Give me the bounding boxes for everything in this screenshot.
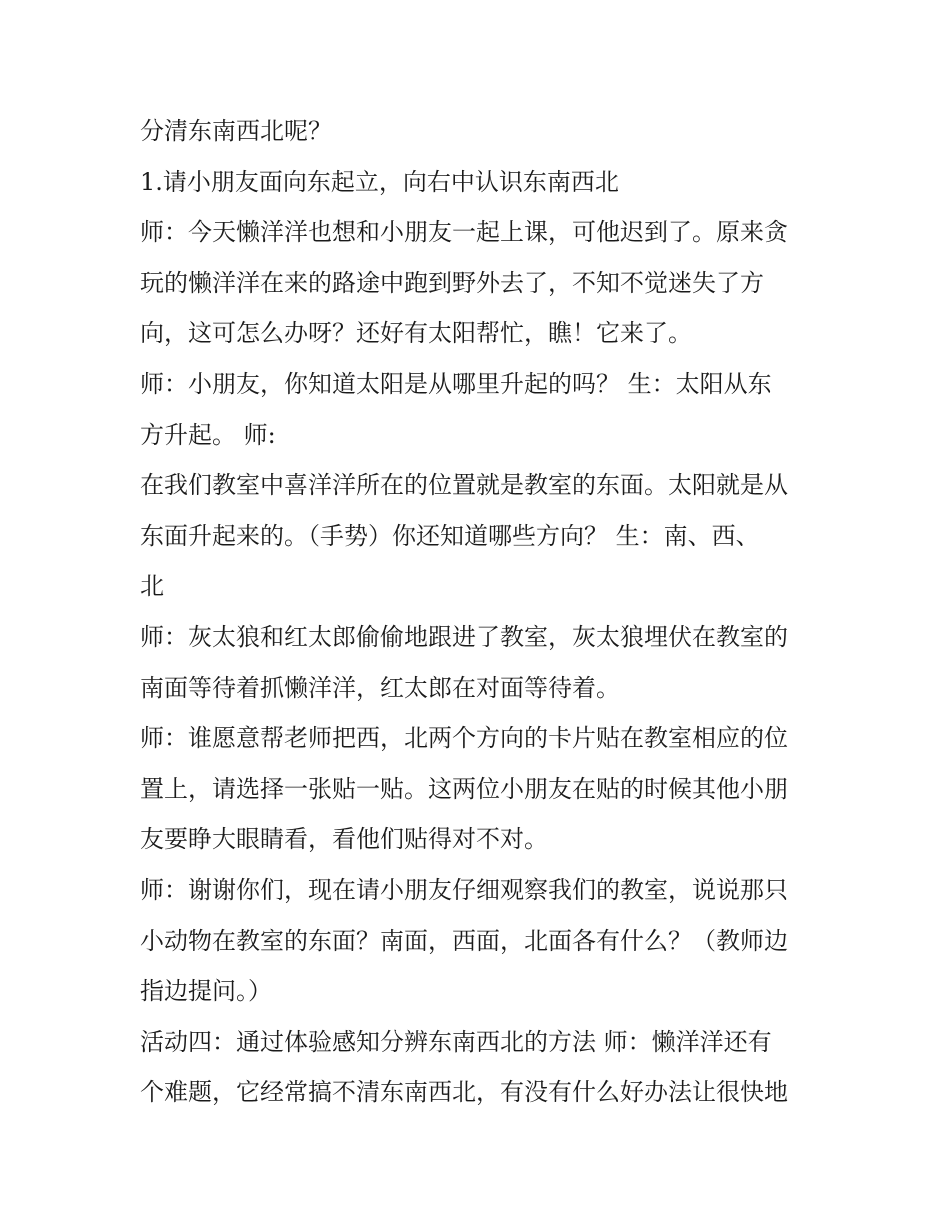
text-line: 友要睁大眼睛看，看他们贴得对不对。 — [140, 825, 548, 854]
text-line: 分清东南西北呢？ — [140, 117, 332, 145]
body-text — [140, 106, 820, 1118]
text-line: 玩的懒洋洋在来的路途中跑到野外去了，不知不觉迷失了方 — [140, 268, 764, 297]
text-line: 活动四：通过体验感知分辨东南西北的方法 师：懒洋洋还有 — [140, 1027, 772, 1056]
text-line: 方升起。 师: — [140, 420, 276, 449]
text-line: 南面等待着抓懒洋洋，红太郎在对面等待着。 — [140, 673, 620, 702]
text-line: 个难题，它经常搞不清东南西北，有没有什么好办法让很快地 — [140, 1078, 788, 1107]
text-line: 置上，请选择一张贴一贴。这两位小朋友在贴的时候其他小朋 — [140, 774, 788, 803]
text-line: 1.请小朋友面向东起立，向右中认识东南西北 — [140, 167, 619, 196]
text-line: 向，这可怎么办呀？还好有太阳帮忙，瞧！它来了。 — [140, 319, 692, 348]
text-line: 小动物在教室的东面？南面，西面，北面各有什么？（教师边 — [140, 926, 788, 955]
text-line: 师：今天懒洋洋也想和小朋友一起上课，可他迟到了。原来贪 — [140, 218, 788, 247]
text-line: 师：谢谢你们，现在请小朋友仔细观察我们的教室，说说那只 — [140, 875, 788, 904]
text-line: 在我们教室中喜洋洋所在的位置就是教室的东面。太阳就是从 — [140, 471, 788, 500]
text-line: 东面升起来的。（手势）你还知道哪些方向？ 生：南、西、 — [140, 521, 760, 550]
text-line: 师：小朋友，你知道太阳是从哪里升起的吗？ 生：太阳从东 — [140, 369, 772, 398]
text-line: 北 — [140, 572, 164, 601]
text-line: 师：谁愿意帮老师把西，北两个方向的卡片贴在教室相应的位 — [140, 724, 788, 753]
text-line: 师：灰太狼和红太郎偷偷地跟进了教室，灰太狼埋伏在教室的 — [140, 622, 788, 651]
text-line: 指边提问。） — [140, 977, 272, 1006]
